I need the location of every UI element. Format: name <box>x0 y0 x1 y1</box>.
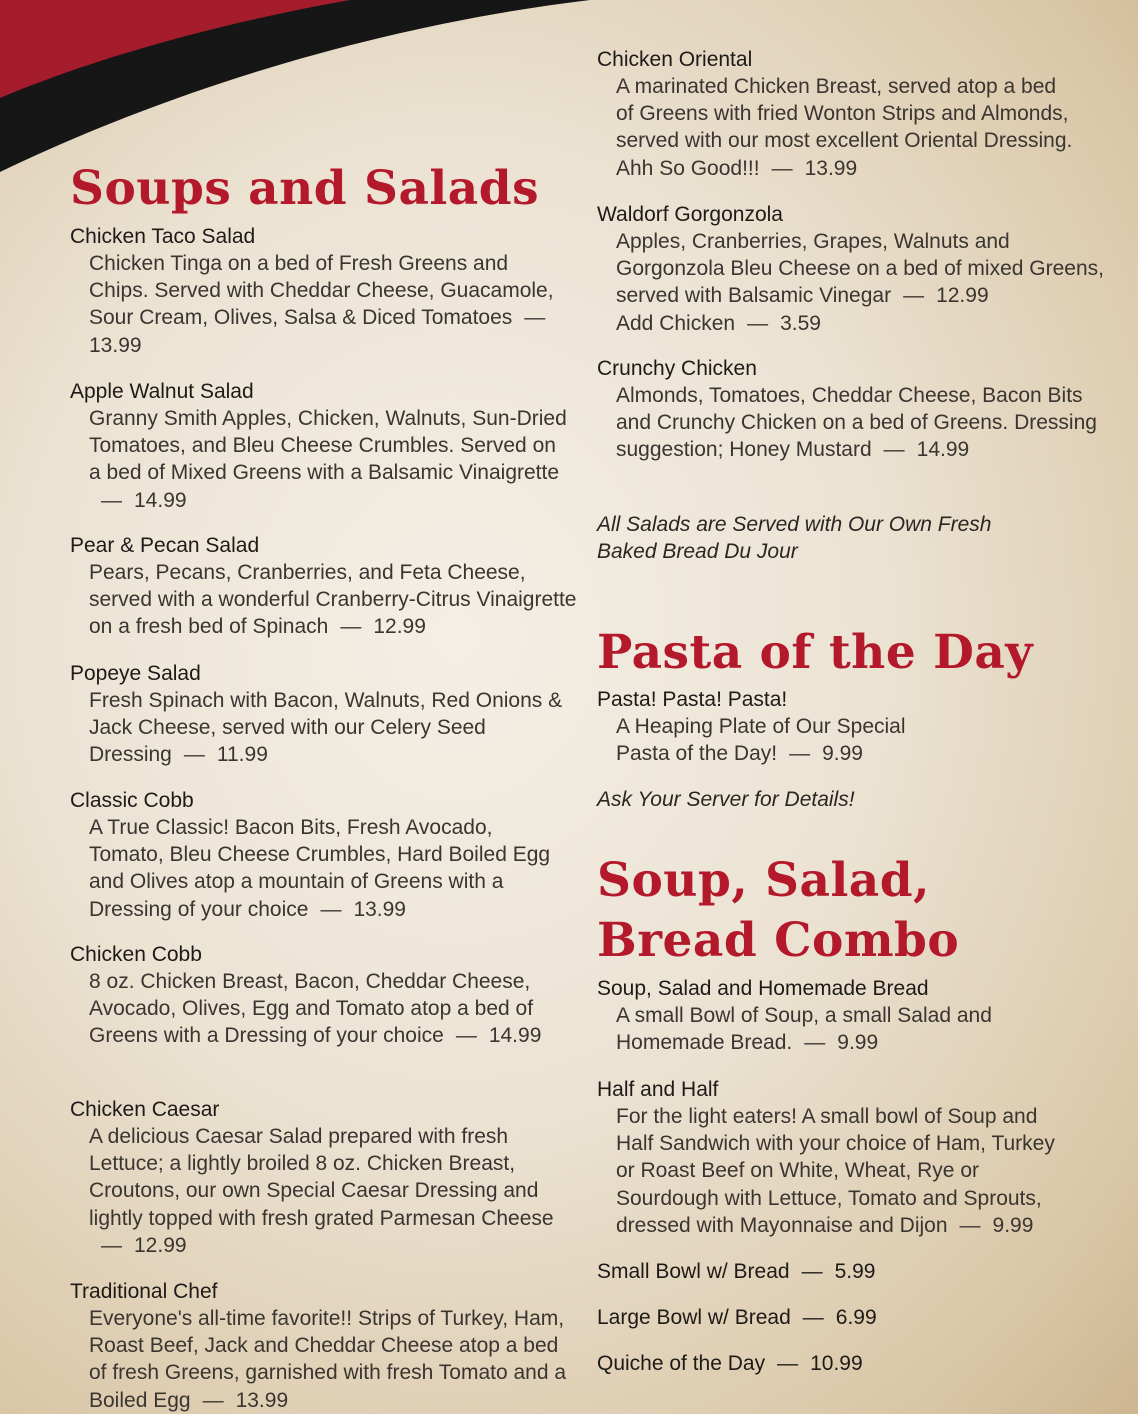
section-title-combo-line-2: Bread Combo <box>597 913 960 968</box>
menu-item-traditional-chef <box>70 1278 570 1414</box>
item-name: Large Bowl w/ Bread — 6.99 <box>597 1306 877 1329</box>
menu-item-pasta-pasta-pasta <box>597 686 1117 767</box>
menu-item-small-bowl <box>597 1258 1117 1285</box>
menu-item-classic-cobb <box>70 787 570 923</box>
item-name: Chicken Caesar <box>70 1098 220 1121</box>
item-name: Classic Cobb <box>70 789 194 812</box>
menu-item-pear-pecan-salad <box>70 532 577 641</box>
pasta-note: Ask Your Server for Details! <box>597 788 855 811</box>
menu-item-chicken-caesar <box>70 1096 570 1259</box>
item-description: A delicious Caesar Salad prepared with fresh Lettuce; a lightly broiled 8 oz. Chicken Breast, Croutons, our own Special Caesar Dressing and lightly topped with fresh grated Parmesan Cheese— 12.99 <box>89 1125 554 1257</box>
item-description: Apples, Cranberries, Grapes, Walnuts and Gorgonzola Bleu Cheese on a bed of mixed Greens, served with Balsamic Vinegar — 12.99 <box>616 230 1104 308</box>
item-price: 14.99 <box>488 1024 542 1048</box>
item-price: 11.99 <box>216 743 268 767</box>
menu-item-popeye-salad <box>70 660 570 769</box>
item-add-on: Add Chicken — 3.59 <box>616 311 821 335</box>
item-name: Small Bowl w/ Bread — 5.99 <box>597 1260 876 1283</box>
item-name: Waldorf Gorgonzola <box>597 203 783 226</box>
menu-item-waldorf-gorgonzola <box>597 201 1117 337</box>
menu-item-apple-walnut-salad <box>70 378 570 514</box>
item-price: 14.99 <box>916 438 970 462</box>
item-name: Half and Half <box>597 1078 719 1101</box>
add-on-price: 3.59 <box>780 311 821 335</box>
item-description: For the light eaters! A small bowl of Soup and Half Sandwich with your choice of Ham, Turkey or Roast Beef on White, Wheat, Rye or Sourdough with Lettuce, Tomato and Sprouts, dressed with Mayonnaise and Dijon — 9.99 <box>616 1105 1055 1237</box>
item-price: 13.99 <box>804 156 858 180</box>
item-name: Pasta! Pasta! Pasta! <box>597 688 788 711</box>
item-price: 9.99 <box>822 742 863 766</box>
section-title-soups-and-salads: Soups and Salads <box>70 161 540 216</box>
item-name: Chicken Oriental <box>597 48 753 71</box>
menu-item-chicken-oriental <box>597 46 1117 182</box>
item-name: Chicken Cobb <box>70 943 202 966</box>
item-description: Almonds, Tomatoes, Cheddar Cheese, Bacon Bits and Crunchy Chicken on a bed of Greens. Dressing suggestion; Honey Mustard — 14.99 <box>616 384 1097 462</box>
item-name: Pear & Pecan Salad <box>70 534 260 557</box>
menu-item-chicken-cobb <box>70 941 570 1050</box>
menu-item-quiche-of-the-day <box>597 1350 1117 1377</box>
item-price: 9.99 <box>837 1031 879 1055</box>
menu-item-chicken-taco-salad <box>70 223 570 359</box>
menu-item-crunchy-chicken <box>597 355 1117 464</box>
section-title-pasta-of-the-day: Pasta of the Day <box>597 625 1034 680</box>
item-price: 5.99 <box>834 1260 876 1283</box>
item-price: 6.99 <box>835 1306 877 1329</box>
menu-item-soup-salad-bread <box>597 975 1117 1056</box>
item-description: 8 oz. Chicken Breast, Bacon, Cheddar Cheese, Avocado, Olives, Egg and Tomato atop a bed of Greens with a Dressing of your choice — 14.99 <box>89 970 542 1048</box>
item-price: 9.99 <box>992 1213 1034 1237</box>
item-description: Pears, Pecans, Cranberries, and Feta Cheese, served with a wonderful Cranberry-Citrus Vinaigrette on a fresh bed of Spinach — 12.99 <box>89 561 577 639</box>
item-description: Fresh Spinach with Bacon, Walnuts, Red Onions & Jack Cheese, served with our Celery Seed Dressing — 11.99 <box>89 689 563 767</box>
salad-bread-note: All Salads are Served with Our Own Fresh Baked Bread Du Jour <box>597 513 992 563</box>
item-price: 13.99 <box>353 897 406 921</box>
item-name: Traditional Chef <box>70 1280 218 1303</box>
item-description: Granny Smith Apples, Chicken, Walnuts, Sun-Dried Tomatoes, and Bleu Cheese Crumbles. Served on a bed of Mixed Greens with a Balsamic Vinaigrette— 14.99 <box>89 407 567 512</box>
item-price: 14.99 <box>134 488 187 512</box>
item-name: Popeye Salad <box>70 662 201 685</box>
item-name: Soup, Salad and Homemade Bread <box>597 977 929 1000</box>
section-title-combo-line-1: Soup, Salad, <box>597 853 930 908</box>
item-name: Chicken Taco Salad <box>70 225 256 248</box>
menu-item-large-bowl <box>597 1304 1117 1331</box>
item-description: Everyone's all-time favorite!! Strips of Turkey, Ham, Roast Beef, Jack and Cheddar Cheese atop a bed of fresh Greens, garnished with fresh Tomato and a Boiled Egg — 13.99 <box>89 1307 567 1412</box>
item-name: Crunchy Chicken <box>597 357 757 380</box>
item-description: A True Classic! Bacon Bits, Fresh Avocado, Tomato, Bleu Cheese Crumbles, Hard Boiled Egg and Olives atop a mountain of Greens with a Dressing of your choice — 13.99 <box>89 816 551 921</box>
item-description: A marinated Chicken Breast, served atop a bed of Greens with fried Wonton Strips and Almonds, served with our most excellent Oriental Dressing. Ahh So Good!!! — 13.99 <box>616 75 1073 180</box>
item-name: Apple Walnut Salad <box>70 380 254 403</box>
item-price: 12.99 <box>936 284 989 308</box>
item-price: 10.99 <box>810 1352 863 1375</box>
item-price: 13.99 <box>235 1388 289 1412</box>
item-description: Chicken Tinga on a bed of Fresh Greens and Chips. Served with Cheddar Cheese, Guacamole, Sour Cream, Olives, Salsa & Diced Tomatoes —13.99 <box>89 252 554 357</box>
item-description: A small Bowl of Soup, a small Salad and Homemade Bread. — 9.99 <box>616 1004 992 1055</box>
menu-item-half-and-half <box>597 1076 1117 1239</box>
item-price: 12.99 <box>373 615 426 639</box>
item-price: 13.99 <box>89 333 142 357</box>
item-name: Quiche of the Day — 10.99 <box>597 1352 863 1375</box>
item-description: A Heaping Plate of Our Special Pasta of the Day! — 9.99 <box>616 715 906 766</box>
item-price: 12.99 <box>134 1233 187 1257</box>
